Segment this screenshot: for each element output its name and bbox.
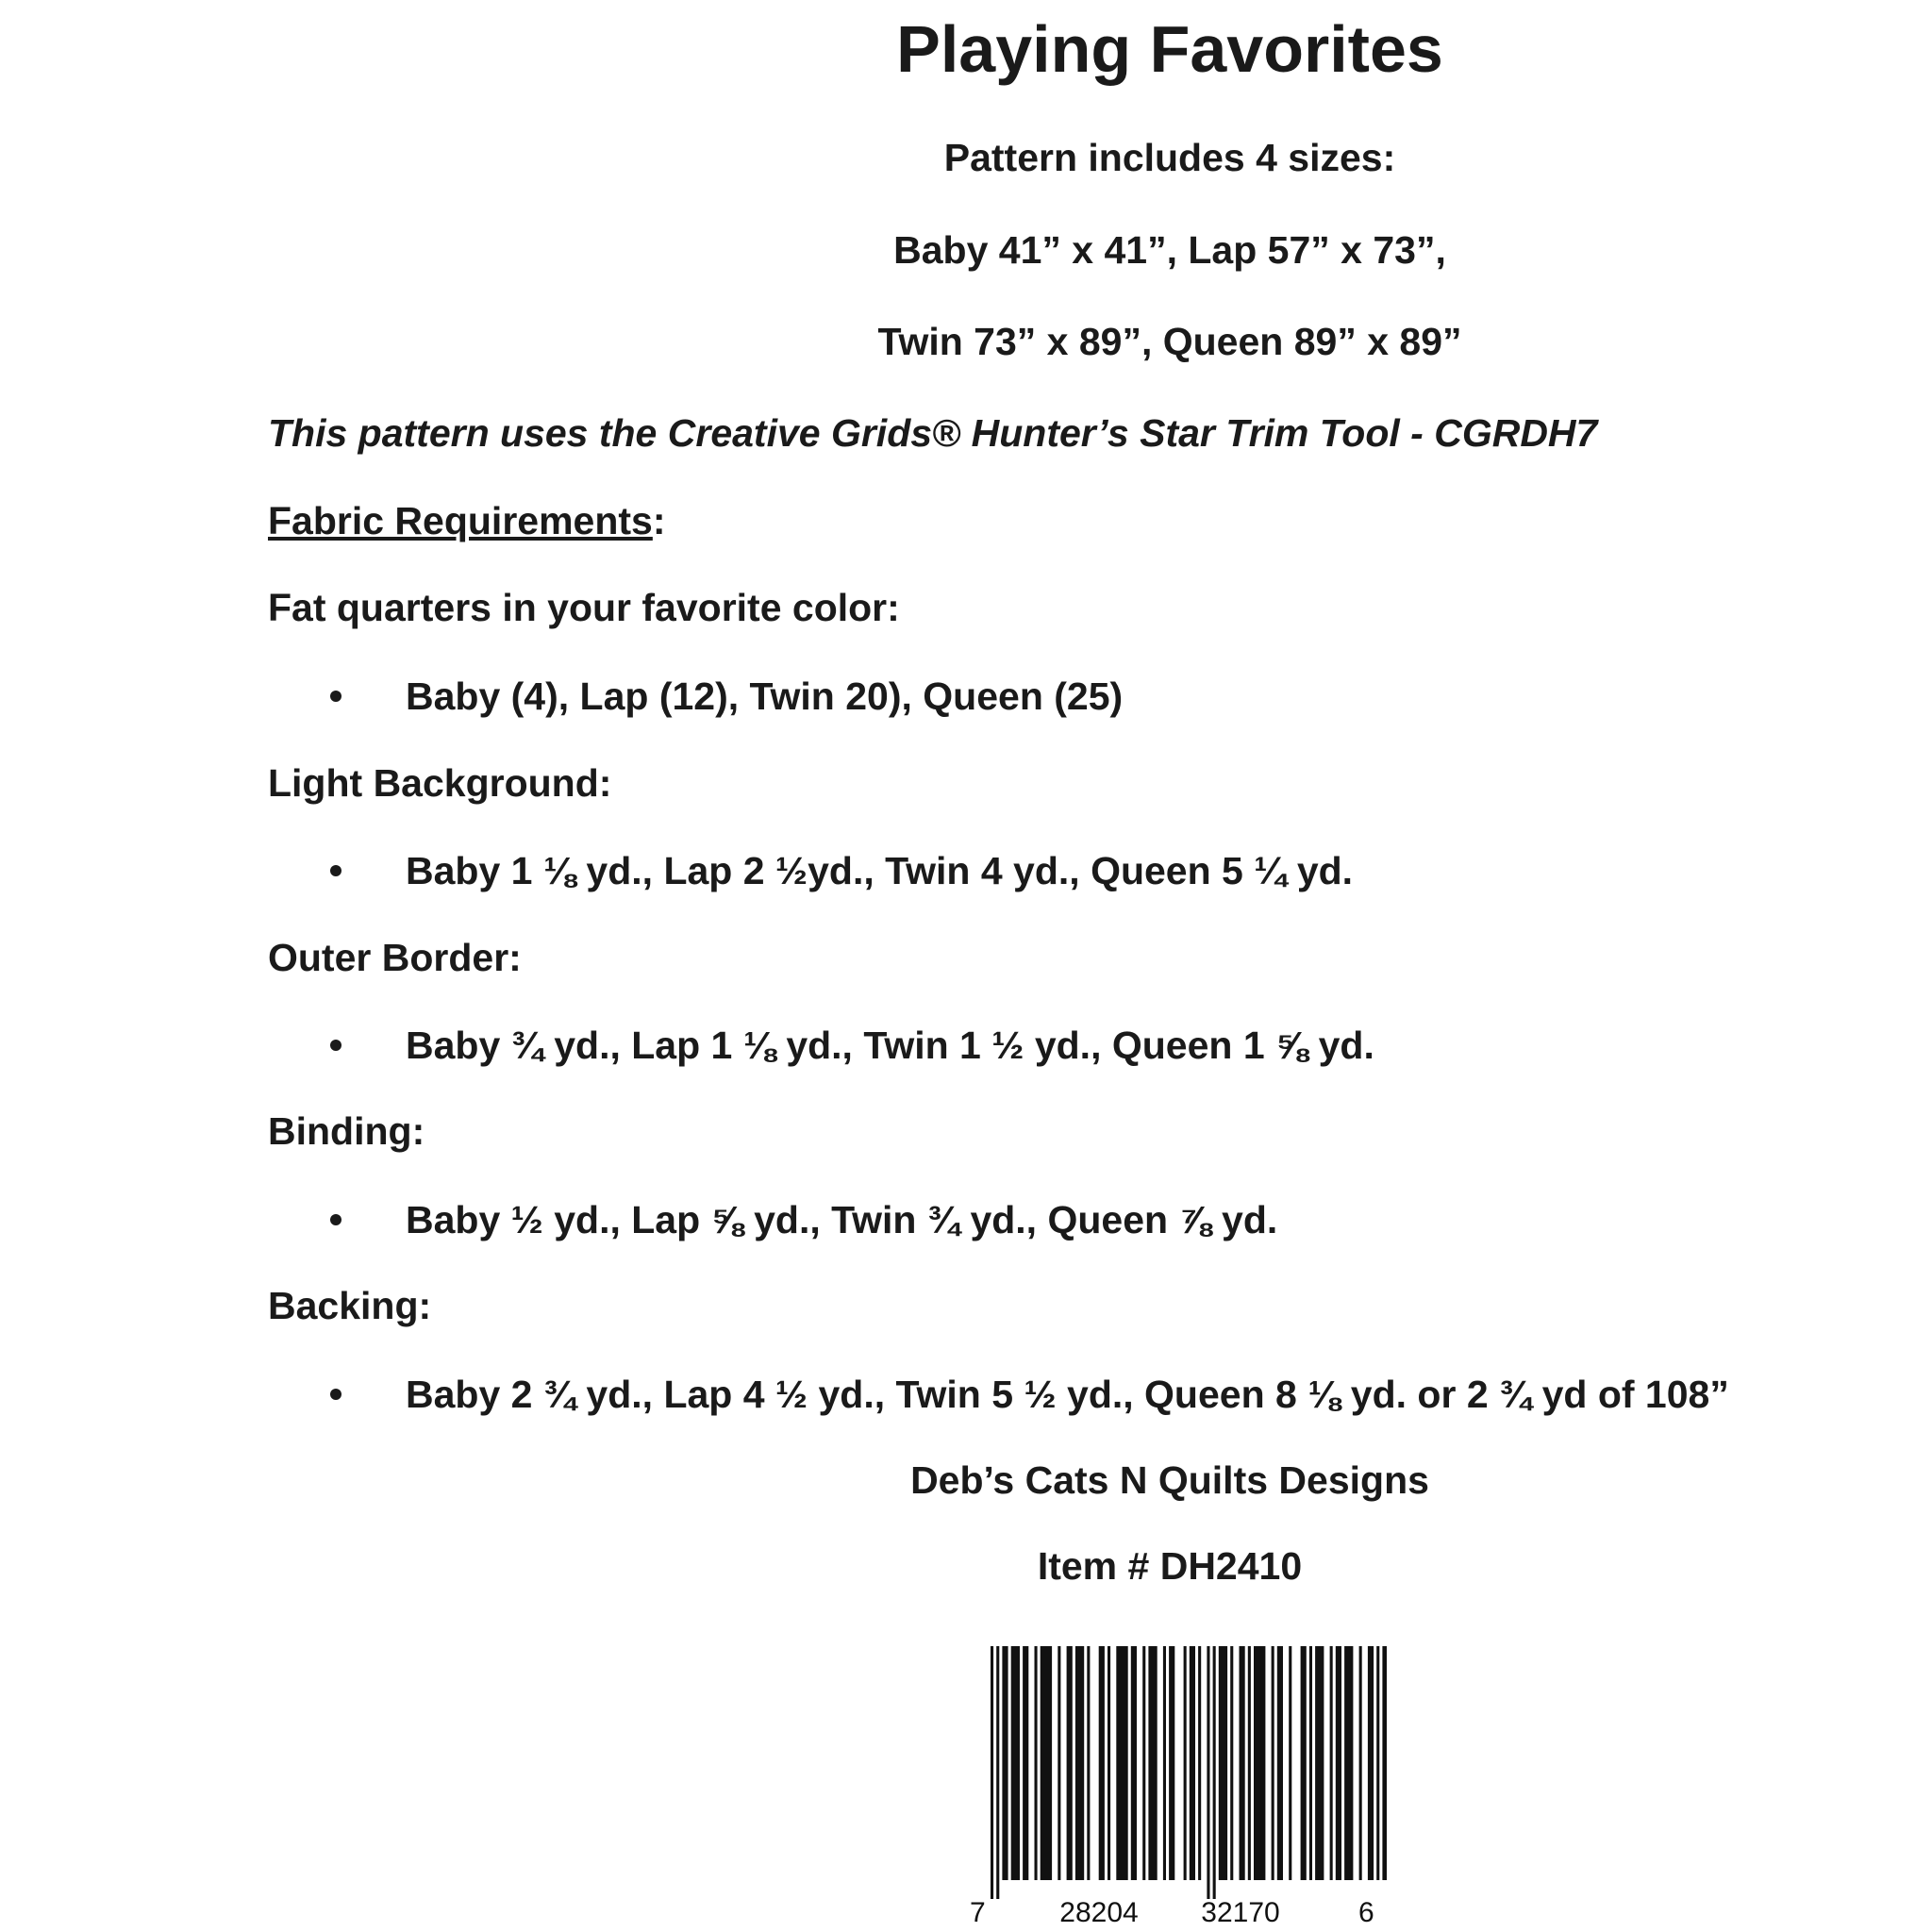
barcode-bar xyxy=(1254,1646,1265,1880)
barcode-bar xyxy=(1108,1646,1110,1880)
barcode-bar xyxy=(1330,1646,1333,1880)
barcode-bar xyxy=(1190,1646,1195,1880)
bullet-text: Baby ½ yd., Lap ⅝ yd., Twin ¾ yd., Queen ⅞ yd. xyxy=(406,1198,1278,1241)
fabric-requirements-heading xyxy=(268,497,666,544)
barcode-bar xyxy=(1240,1646,1245,1880)
barcode-bar xyxy=(1315,1646,1324,1880)
barcode-guard-bar xyxy=(1213,1646,1216,1899)
designer-name: Deb’s Cats N Quilts Designs xyxy=(910,1458,1429,1502)
bullet-text: Baby 1 ⅛ yd., Lap 2 ½yd., Twin 4 yd., Queen 5 ¼ yd. xyxy=(406,849,1354,892)
sizes-line-1: Baby 41” x 41”, Lap 57” x 73”, xyxy=(893,228,1446,272)
bullet-icon xyxy=(330,691,341,702)
section-label-outer-border: Outer Border: xyxy=(268,936,522,979)
barcode-guard-bar xyxy=(1207,1646,1209,1899)
barcode-bar xyxy=(1219,1646,1227,1880)
barcode-bar xyxy=(1289,1646,1291,1880)
barcode-bar xyxy=(1011,1646,1020,1880)
barcode-group-1: 28204 xyxy=(1059,1897,1139,1928)
barcode-bar xyxy=(1344,1646,1353,1880)
barcode-group-2: 32170 xyxy=(1201,1897,1280,1928)
barcode xyxy=(953,1637,1387,1929)
barcode-bar xyxy=(1023,1646,1028,1880)
bullet-text: Baby (4), Lap (12), Twin 20), Queen (25) xyxy=(406,675,1124,718)
section-label-backing: Backing: xyxy=(268,1284,432,1327)
bullet-icon xyxy=(330,865,341,876)
barcode-bar xyxy=(1272,1646,1274,1880)
section-label-light-background: Light Background: xyxy=(268,761,612,805)
barcode-bar xyxy=(1099,1646,1105,1880)
item-number: Item # DH2410 xyxy=(1037,1544,1303,1588)
barcode-bar xyxy=(1382,1646,1387,1880)
bullet-icon xyxy=(330,1389,341,1400)
barcode-bar xyxy=(1198,1646,1201,1880)
barcode-bar xyxy=(1131,1646,1137,1880)
barcode-guard-bar xyxy=(991,1646,993,1899)
barcode-bar xyxy=(1087,1646,1090,1880)
barcode-bar xyxy=(1041,1646,1052,1880)
barcode-bar xyxy=(1301,1646,1307,1880)
bullet-text: Baby ¾ yd., Lap 1 ⅛ yd., Twin 1 ½ yd., Queen 1 ⅝ yd. xyxy=(406,1024,1374,1067)
barcode-bar xyxy=(1058,1646,1060,1880)
barcode-digit-left: 7 xyxy=(970,1897,986,1928)
barcode-bar xyxy=(1336,1646,1341,1880)
fabric-heading-text: Fabric Requirements xyxy=(268,499,653,542)
barcode-bar xyxy=(1142,1646,1145,1880)
barcode-bar xyxy=(1163,1646,1166,1880)
section-label-fat-quarters: Fat quarters in your favorite color: xyxy=(268,586,900,629)
page-title: Playing Favorites xyxy=(896,12,1443,86)
barcode-bar xyxy=(1368,1646,1374,1880)
barcode-bar xyxy=(1359,1646,1362,1880)
sizes-line-2: Twin 73” x 89”, Queen 89” x 89” xyxy=(877,320,1462,363)
barcode-bar xyxy=(1002,1646,1008,1880)
barcode-bar xyxy=(1277,1646,1283,1880)
barcode-bar xyxy=(1148,1646,1157,1880)
barcode-digit-right: 6 xyxy=(1358,1897,1374,1928)
bullet-icon xyxy=(330,1040,341,1051)
bullet-icon xyxy=(330,1214,341,1225)
barcode-bar xyxy=(1075,1646,1084,1880)
barcode-guard-bar xyxy=(996,1646,999,1899)
barcode-bar xyxy=(1376,1646,1379,1880)
barcode-bar xyxy=(1309,1646,1312,1880)
tool-note: This pattern uses the Creative Grids® Hunter’s Star Trim Tool - CGRDH7 xyxy=(268,411,1598,455)
bullet-text: Baby 2 ¾ yd., Lap 4 ½ yd., Twin 5 ½ yd., Queen 8 ⅛ yd. or 2 ¾ yd of 108” xyxy=(406,1373,1729,1416)
barcode-bar xyxy=(1248,1646,1251,1880)
barcode-bar xyxy=(1230,1646,1233,1880)
barcode-bars xyxy=(991,1646,1387,1899)
sizes-heading: Pattern includes 4 sizes: xyxy=(943,136,1396,179)
fabric-heading-colon: : xyxy=(652,499,666,542)
barcode-bar xyxy=(1067,1646,1073,1880)
barcode-bar xyxy=(1035,1646,1038,1880)
barcode-bar xyxy=(1116,1646,1127,1880)
barcode-bar xyxy=(1184,1646,1187,1880)
section-label-binding: Binding: xyxy=(268,1109,425,1153)
barcode-bar xyxy=(1169,1646,1174,1880)
